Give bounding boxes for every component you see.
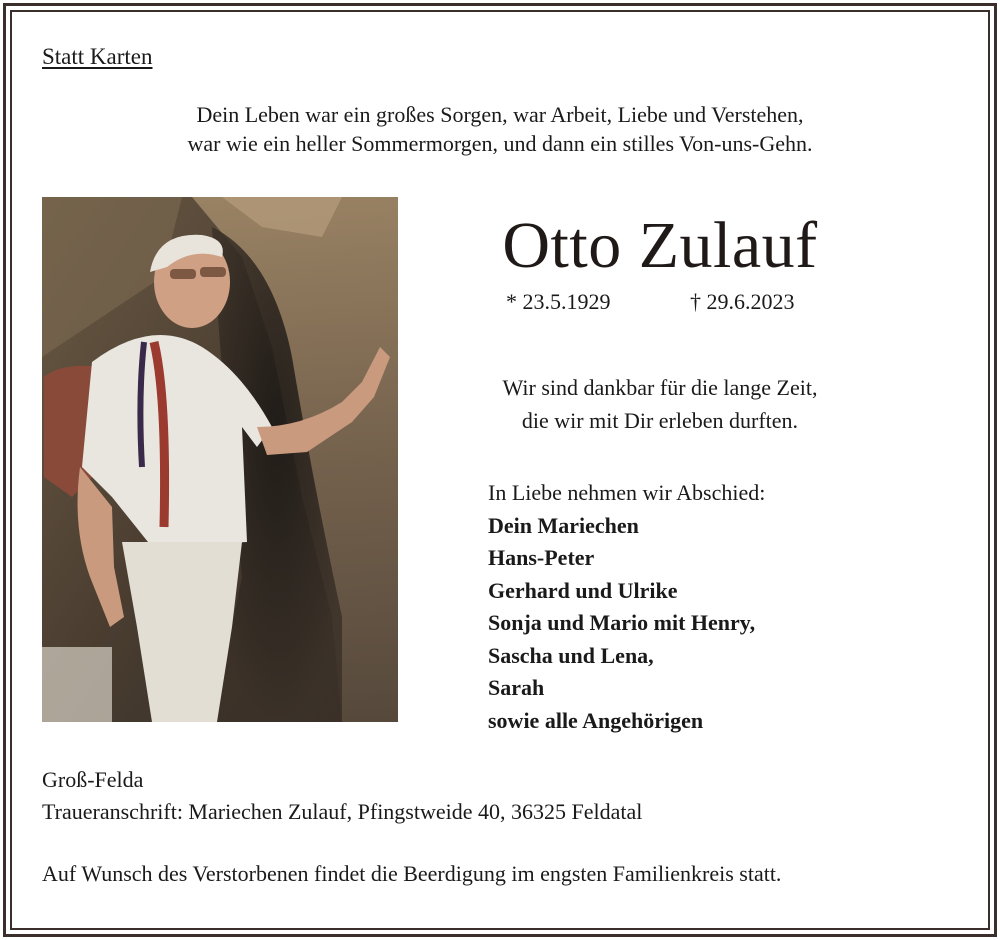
poem (0, 100, 1000, 158)
deceased-name: Otto Zulauf (502, 209, 818, 282)
mourner-name: Sonja und Mario mit Henry, (488, 610, 756, 635)
poem-line: Dein Leben war ein großes Sorgen, war Arbeit, Liebe und Verstehen, (196, 102, 804, 127)
mourner-name: Dein Mariechen (488, 512, 639, 538)
gratitude-line: Wir sind dankbar für die lange Zeit, (502, 375, 818, 400)
mourner-name: Hans-Peter (488, 545, 595, 570)
footer (42, 764, 781, 890)
mourner-name: sowie alle Angehörigen (488, 707, 704, 733)
gratitude-line: die wir mit Dir erleben durften. (521, 408, 799, 433)
portrait-photo (42, 197, 398, 722)
poem-line: war wie ein heller Sommermorgen, und dann ein stilles Von-uns-Gehn. (187, 131, 813, 156)
footer-spacer (42, 828, 781, 858)
header-note: Statt Karten (42, 44, 153, 69)
mourning-address: Traueranschrift: Mariechen Zulauf, Pfingstweide 40, 36325 Feldatal (42, 799, 643, 824)
death-date: † 29.6.2023 (690, 289, 795, 314)
farewell-block (488, 477, 765, 737)
funeral-notice: Auf Wunsch des Verstorbenen findet die Beerdigung im engsten Familienkreis statt. (42, 861, 782, 886)
place-name: Groß-Felda (42, 767, 144, 792)
mourner-name: Sascha und Lena, (488, 642, 654, 668)
birth-date: * 23.5.1929 (506, 289, 611, 314)
farewell-intro: In Liebe nehmen wir Abschied: (488, 480, 766, 505)
mourner-name: Gerhard und Ulrike (488, 577, 678, 603)
life-dates (506, 287, 795, 317)
mourner-name: Sarah (488, 675, 545, 700)
gratitude-text (440, 371, 880, 437)
